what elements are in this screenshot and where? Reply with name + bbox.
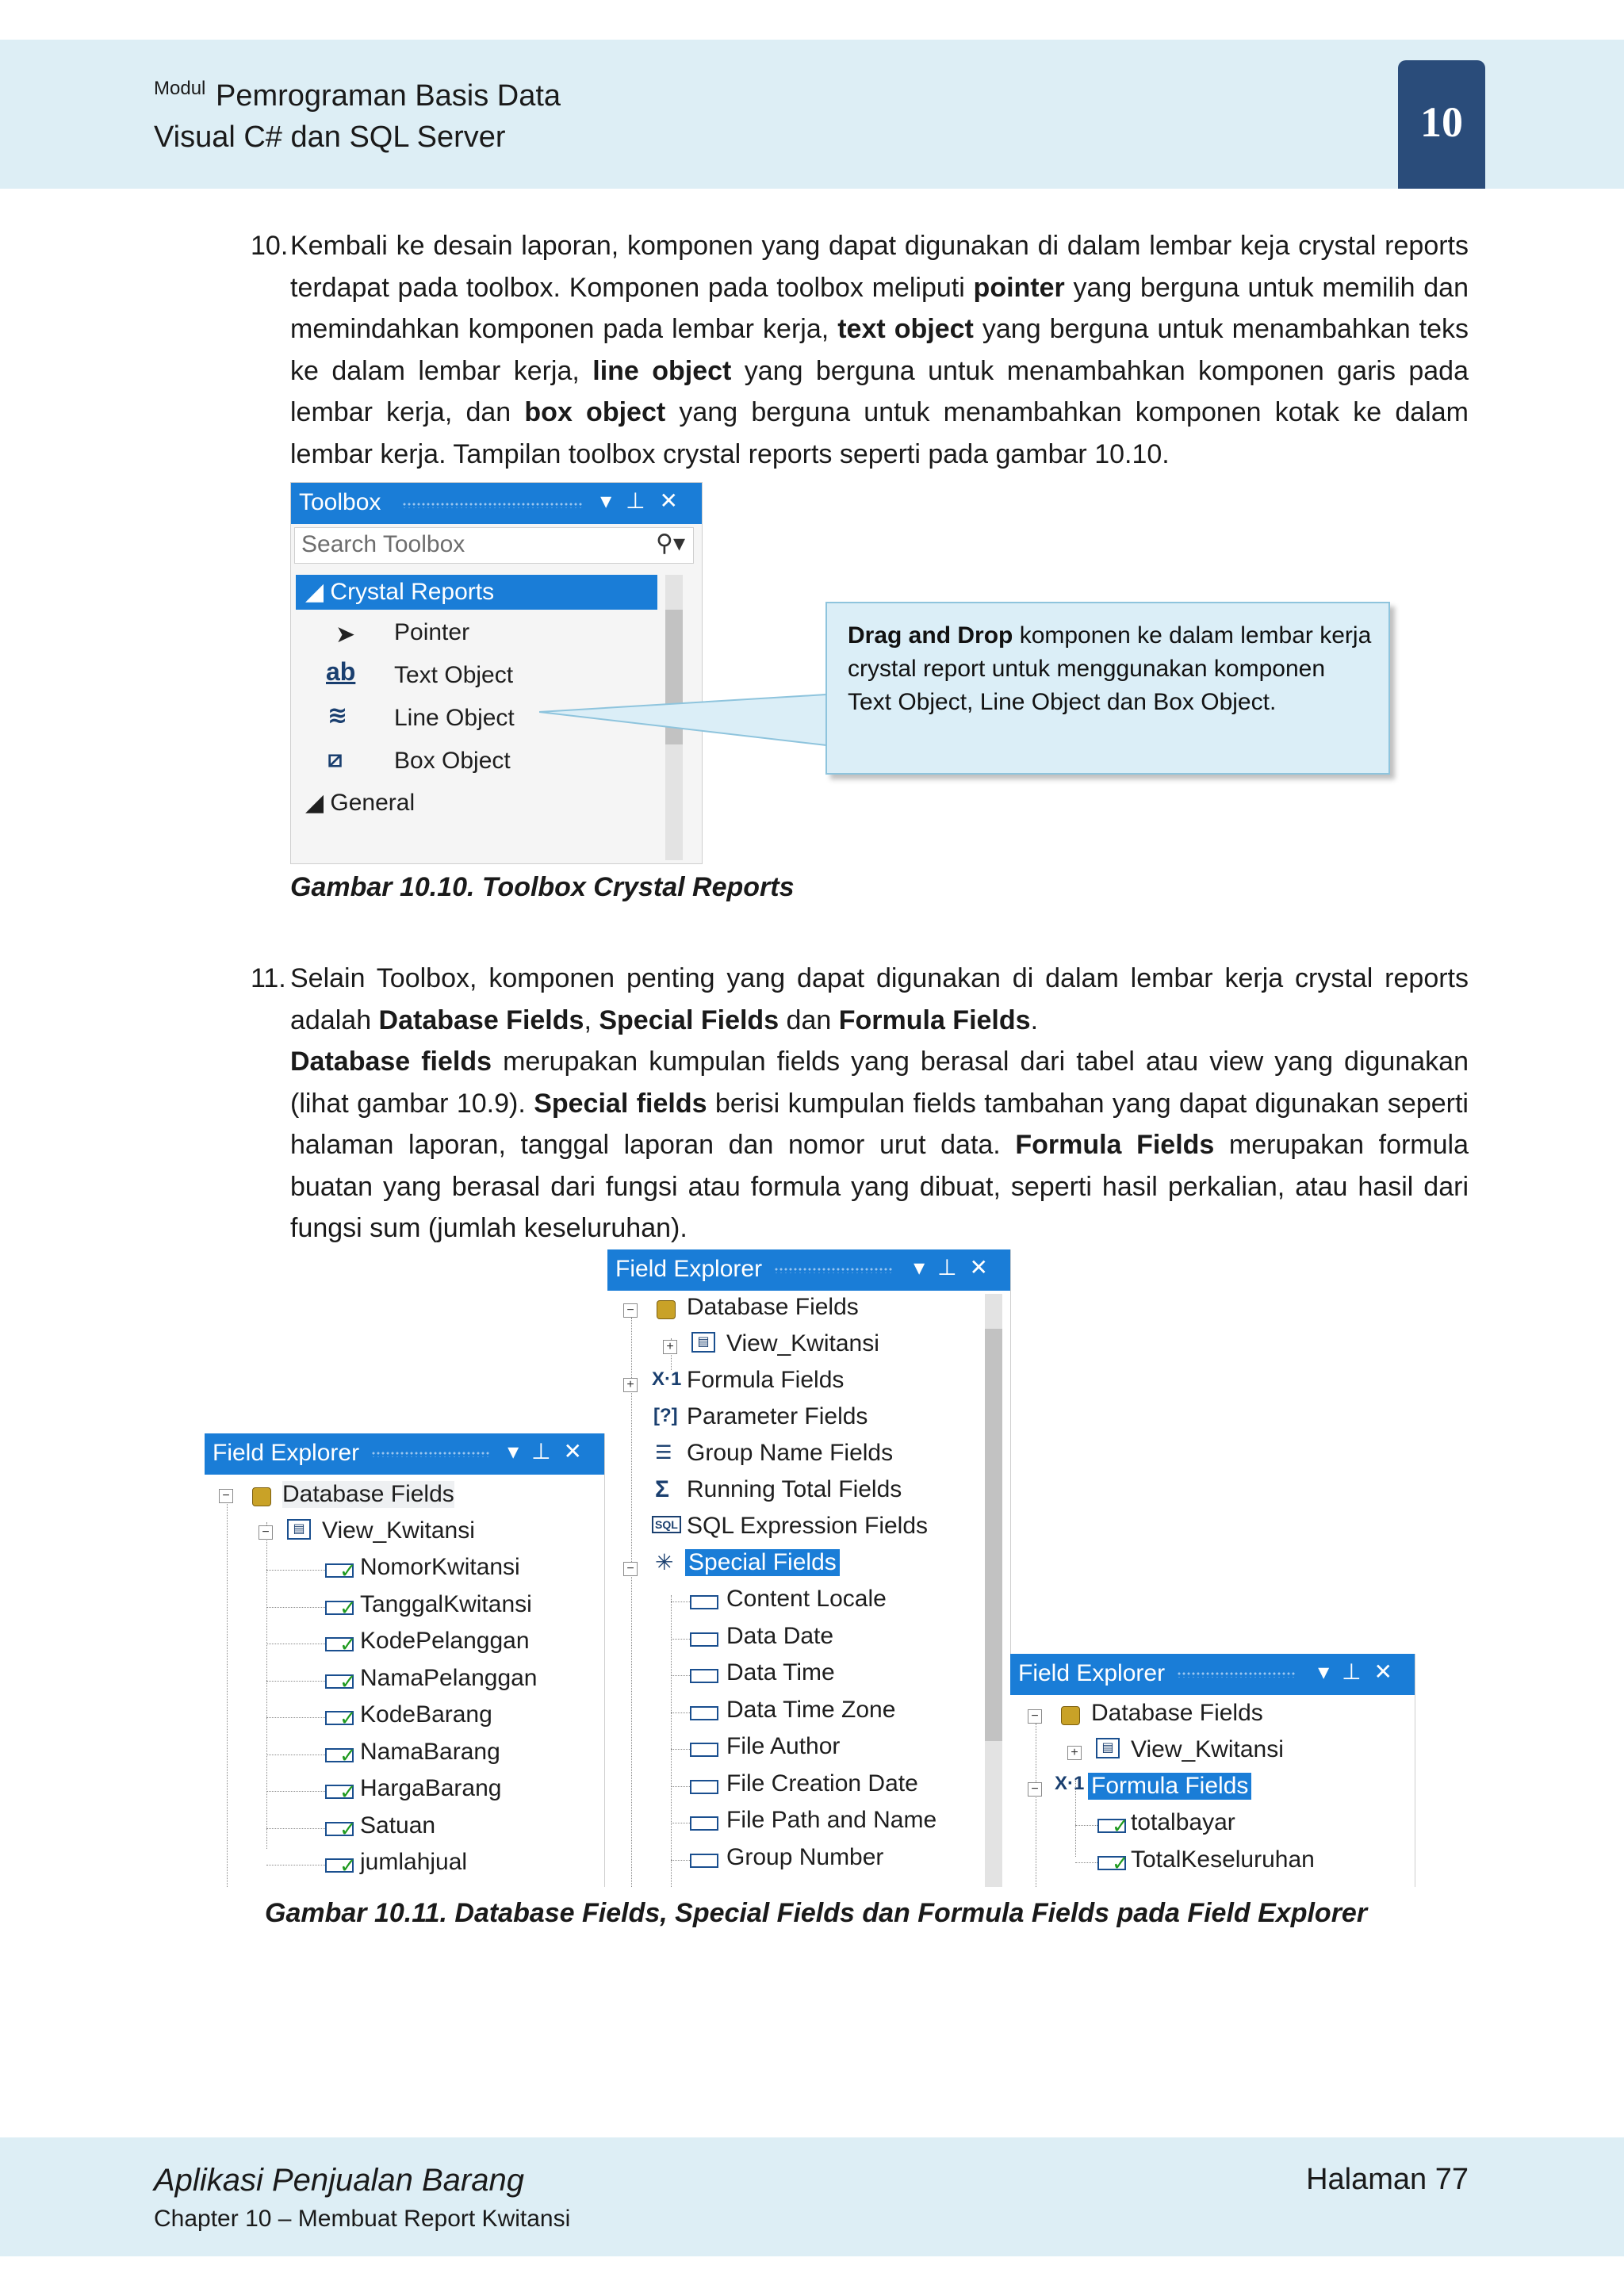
database-icon: [252, 1487, 271, 1506]
footer-chapter: Chapter 10 – Membuat Report Kwitansi: [154, 2206, 571, 2232]
caption-figure-10-10: Gambar 10.10. Toolbox Crystal Reports: [290, 872, 795, 902]
tree-branch: [671, 1639, 690, 1640]
titlebar-grip: [774, 1267, 893, 1273]
fe-mid-view[interactable]: View_Kwitansi: [726, 1330, 879, 1357]
fe-left-title: Field Explorer: [213, 1440, 360, 1466]
check-icon: ✓: [1112, 1850, 1129, 1875]
field-item[interactable]: NamaBarang: [360, 1738, 500, 1765]
field-icon: [690, 1854, 718, 1868]
tree-line: [631, 1318, 632, 1887]
expand-icon[interactable]: +: [663, 1340, 677, 1354]
check-icon: ✓: [1112, 1814, 1129, 1838]
collapse-icon[interactable]: −: [259, 1525, 273, 1540]
check-icon: ✓: [339, 1706, 357, 1730]
titlebar-grip: [371, 1451, 490, 1457]
field-icon: [690, 1595, 718, 1609]
callout-box: [825, 602, 1390, 775]
fe-right-database-fields[interactable]: Database Fields: [1091, 1700, 1263, 1726]
tree-branch: [266, 1681, 325, 1682]
step-11-text-4: .: [1030, 1004, 1039, 1035]
check-icon: ✓: [339, 1780, 357, 1804]
term-formula-fields-2: Formula Fields: [1015, 1130, 1215, 1160]
tree-branch: [1075, 1862, 1097, 1863]
line-object-icon: ≋: [327, 702, 348, 729]
database-icon: [657, 1300, 676, 1319]
field-item[interactable]: Satuan: [360, 1812, 436, 1839]
tree-line: [227, 1502, 228, 1887]
toolbox-item-pointer[interactable]: Pointer: [394, 619, 470, 645]
tree-branch: [671, 1749, 690, 1750]
step-10-text-3: yang berguna untuk menambahkan teks ke dalam lembar kerja,: [290, 314, 1469, 386]
fe-left-view[interactable]: View_Kwitansi: [322, 1517, 475, 1544]
check-icon: ✓: [339, 1595, 357, 1620]
tree-branch: [266, 1570, 325, 1571]
step-11-paragraph: [290, 958, 1469, 1249]
field-item[interactable]: TanggalKwitansi: [360, 1590, 532, 1617]
callout-pointer: [539, 682, 833, 769]
toolbox-titlebar: [291, 483, 702, 524]
toolbox-item-line-object[interactable]: Line Object: [394, 705, 515, 731]
modul-title: Pemrograman Basis Data: [216, 79, 561, 113]
field-item[interactable]: Data Time: [726, 1659, 835, 1686]
collapse-icon[interactable]: −: [219, 1489, 233, 1503]
fe-right-view[interactable]: View_Kwitansi: [1131, 1736, 1284, 1762]
field-explorer-right: [1010, 1654, 1415, 1887]
fe-mid-parameter-fields[interactable]: Parameter Fields: [687, 1403, 868, 1429]
step-11-text-7: merupakan formula buatan yang berasal dari fungsi atau formula yang dibuat, seperti hasil perkalian, atau hasil dari fungsi sum (jumlah keseluruhan).: [290, 1130, 1469, 1243]
general-group[interactable]: ◢ General: [305, 790, 416, 816]
check-icon: ✓: [339, 1669, 357, 1693]
callout-body: komponen ke dalam lembar kerja crystal report untuk menggunakan komponen Text Object, Line Object dan Box Object.: [848, 622, 1372, 715]
toolbox-search-input[interactable]: Search Toolbox: [301, 531, 465, 557]
field-icon: [690, 1780, 718, 1794]
field-icon: [690, 1669, 718, 1683]
check-icon: ✓: [339, 1632, 357, 1656]
fe-mid-database-fields[interactable]: Database Fields: [687, 1294, 859, 1320]
chapter-badge: 10: [1398, 60, 1485, 189]
tree-branch: [671, 1601, 690, 1602]
check-icon: ✓: [339, 1743, 357, 1767]
database-icon: [1061, 1706, 1080, 1725]
footer-page-number: Halaman 77: [1306, 2163, 1469, 2196]
field-item[interactable]: Data Time Zone: [726, 1696, 896, 1723]
term-text-object: text object: [837, 314, 974, 344]
collapse-icon[interactable]: −: [1028, 1709, 1042, 1724]
search-icon[interactable]: ⚲▾: [655, 530, 685, 557]
sql-expression-icon: SQL: [652, 1516, 681, 1533]
general-label: General: [330, 790, 416, 816]
field-item[interactable]: Data Date: [726, 1622, 834, 1649]
tree-branch: [671, 1786, 690, 1787]
term-pointer: pointer: [973, 272, 1065, 303]
tree-branch: [266, 1828, 325, 1829]
field-item[interactable]: KodePelanggan: [360, 1628, 530, 1654]
step-10-paragraph: [290, 225, 1469, 475]
view-icon: ▤: [691, 1332, 715, 1353]
field-item[interactable]: totalbayar: [1131, 1809, 1235, 1835]
field-icon: [690, 1816, 718, 1831]
fe-mid-title: Field Explorer: [615, 1256, 763, 1282]
tree-branch: [266, 1607, 325, 1608]
field-item[interactable]: File Path and Name: [726, 1807, 937, 1833]
check-icon: ✓: [339, 1854, 357, 1877]
modul-subtitle: Visual C# dan SQL Server: [154, 121, 506, 154]
callout-text: [848, 619, 1373, 719]
view-icon: ▤: [287, 1519, 311, 1540]
toolbox-window: [290, 482, 703, 864]
collapse-icon[interactable]: −: [1028, 1782, 1042, 1797]
fe-right-formula-fields[interactable]: Formula Fields: [1088, 1773, 1251, 1800]
footer-book-title: Aplikasi Penjualan Barang: [154, 2163, 524, 2198]
fe-mid-sql-expression-fields[interactable]: SQL Expression Fields: [687, 1513, 929, 1539]
field-icon: [690, 1706, 718, 1720]
tree-line: [266, 1522, 267, 1849]
text-object-icon: ab: [326, 657, 356, 686]
fe-mid-formula-fields[interactable]: Formula Fields: [687, 1367, 845, 1393]
tree-branch: [266, 1717, 325, 1718]
pointer-icon: ➤: [335, 622, 356, 648]
callout-bold: Drag and Drop: [848, 622, 1013, 649]
crystal-reports-label: Crystal Reports: [330, 579, 495, 605]
term-special-fields: Special Fields: [599, 1004, 779, 1035]
fe-mid-titlebar: [607, 1249, 1010, 1291]
step-11-text-3: dan: [779, 1004, 839, 1035]
field-item[interactable]: Content Locale: [726, 1586, 887, 1612]
collapse-icon[interactable]: −: [623, 1562, 638, 1576]
step-11-text-2: ,: [584, 1004, 599, 1035]
term-formula-fields: Formula Fields: [838, 1004, 1031, 1035]
toolbox-window-buttons[interactable]: ▾⊥✕: [600, 488, 692, 513]
field-item[interactable]: jumlahjual: [360, 1849, 468, 1875]
field-item[interactable]: Group Number: [726, 1843, 884, 1870]
tree-branch: [671, 1675, 690, 1676]
modul-label: Modul: [154, 78, 206, 99]
fe-right-titlebar: [1010, 1654, 1415, 1695]
field-item[interactable]: HargaBarang: [360, 1775, 502, 1801]
group-name-icon: ☰: [655, 1442, 672, 1464]
field-explorer-middle: [607, 1249, 1011, 1887]
special-fields-icon: ✳: [655, 1550, 674, 1575]
toolbox-search-box[interactable]: [294, 527, 694, 564]
step-10-text-4: yang berguna untuk menambahkan komponen garis pada lembar kerja, dan: [290, 355, 1469, 427]
step-11-text-6: berisi kumpulan fields tambahan yang dapat digunakan seperti halaman laporan, tanggal laporan dan nomor urut data.: [290, 1088, 1469, 1160]
expand-icon[interactable]: +: [623, 1378, 638, 1392]
check-icon: ✓: [339, 1816, 357, 1841]
expand-icon[interactable]: +: [1067, 1746, 1082, 1760]
toolbox-item-text-object[interactable]: Text Object: [394, 662, 514, 688]
titlebar-grip: [402, 502, 583, 508]
term-box-object: box object: [524, 397, 666, 427]
parameter-icon: [?]: [653, 1405, 678, 1426]
step-10-text-5: yang berguna untuk menambahkan komponen kotak ke dalam lembar kerja. Tampilan toolbox crystal reports seperti pada gambar 10.10.: [290, 397, 1469, 469]
field-item[interactable]: KodeBarang: [360, 1701, 492, 1728]
step-11-text-5: merupakan kumpulan fields yang berasal dari tabel atau view yang digunakan (lihat gambar 10.9).: [290, 1047, 1469, 1119]
tree-branch: [266, 1865, 325, 1866]
tree-branch: [671, 1712, 690, 1713]
fe-left-window-buttons[interactable]: ▾⊥✕: [508, 1439, 595, 1464]
fe-right-window-buttons[interactable]: ▾⊥✕: [1318, 1659, 1405, 1684]
term-database-fields-2: Database fields: [290, 1047, 492, 1077]
formula-icon: X·1: [1055, 1773, 1085, 1794]
step-10-number: 10.: [251, 231, 289, 261]
fe-mid-group-name-fields[interactable]: Group Name Fields: [687, 1440, 894, 1466]
caption-figure-10-11: Gambar 10.11. Database Fields, Special Fields dan Formula Fields pada Field Explorer: [265, 1898, 1368, 1928]
tree-branch: [671, 1860, 690, 1861]
term-line-object: line object: [592, 355, 732, 386]
step-10-text-1: Kembali ke desain laporan, komponen yang dapat digunakan di dalam lembar keja crystal reports terdapat pada toolbox. Komponen pada toolbox meliputi: [290, 231, 1469, 303]
step-11-number: 11.: [251, 963, 286, 993]
header-band: [0, 40, 1624, 189]
fe-right-title: Field Explorer: [1018, 1660, 1166, 1686]
crystal-reports-group[interactable]: ◢ Crystal Reports: [305, 579, 495, 605]
check-icon: ✓: [339, 1559, 357, 1582]
term-special-fields-2: Special fields: [534, 1088, 707, 1119]
titlebar-grip: [1177, 1671, 1296, 1678]
field-item[interactable]: NamaPelanggan: [360, 1664, 538, 1691]
field-icon: [690, 1743, 718, 1757]
tree-branch: [1075, 1825, 1097, 1826]
fe-mid-special-fields[interactable]: Special Fields: [685, 1549, 840, 1576]
step-11-text-1: Selain Toolbox, komponen penting yang dapat digunakan di dalam lembar kerja crystal reports adalah: [290, 963, 1469, 1035]
step-10-text-2: yang berguna untuk memilih dan memindahkan komponen pada lembar kerja,: [290, 272, 1469, 344]
term-database-fields: Database Fields: [378, 1004, 584, 1035]
fe-left-database-fields[interactable]: Database Fields: [282, 1481, 454, 1507]
field-item[interactable]: NomorKwitansi: [360, 1554, 520, 1580]
field-icon: [690, 1632, 718, 1647]
field-item[interactable]: TotalKeseluruhan: [1131, 1846, 1315, 1873]
fe-mid-scroll-thumb[interactable]: [985, 1329, 1002, 1741]
running-total-icon: Σ: [655, 1476, 670, 1502]
field-explorer-left: [205, 1433, 605, 1887]
field-item[interactable]: File Author: [726, 1733, 841, 1759]
toolbox-item-box-object[interactable]: Box Object: [394, 748, 511, 774]
collapse-icon[interactable]: −: [623, 1303, 638, 1318]
box-object-icon: ⧄: [327, 746, 343, 772]
field-item[interactable]: File Creation Date: [726, 1770, 918, 1797]
fe-mid-window-buttons[interactable]: ▾⊥✕: [914, 1255, 1001, 1280]
fe-left-titlebar: [205, 1433, 604, 1475]
view-icon: ▤: [1096, 1738, 1120, 1758]
fe-mid-running-total-fields[interactable]: Running Total Fields: [687, 1476, 902, 1502]
toolbox-title: Toolbox: [299, 489, 381, 515]
formula-icon: X·1: [652, 1368, 682, 1390]
tree-branch: [266, 1791, 325, 1792]
